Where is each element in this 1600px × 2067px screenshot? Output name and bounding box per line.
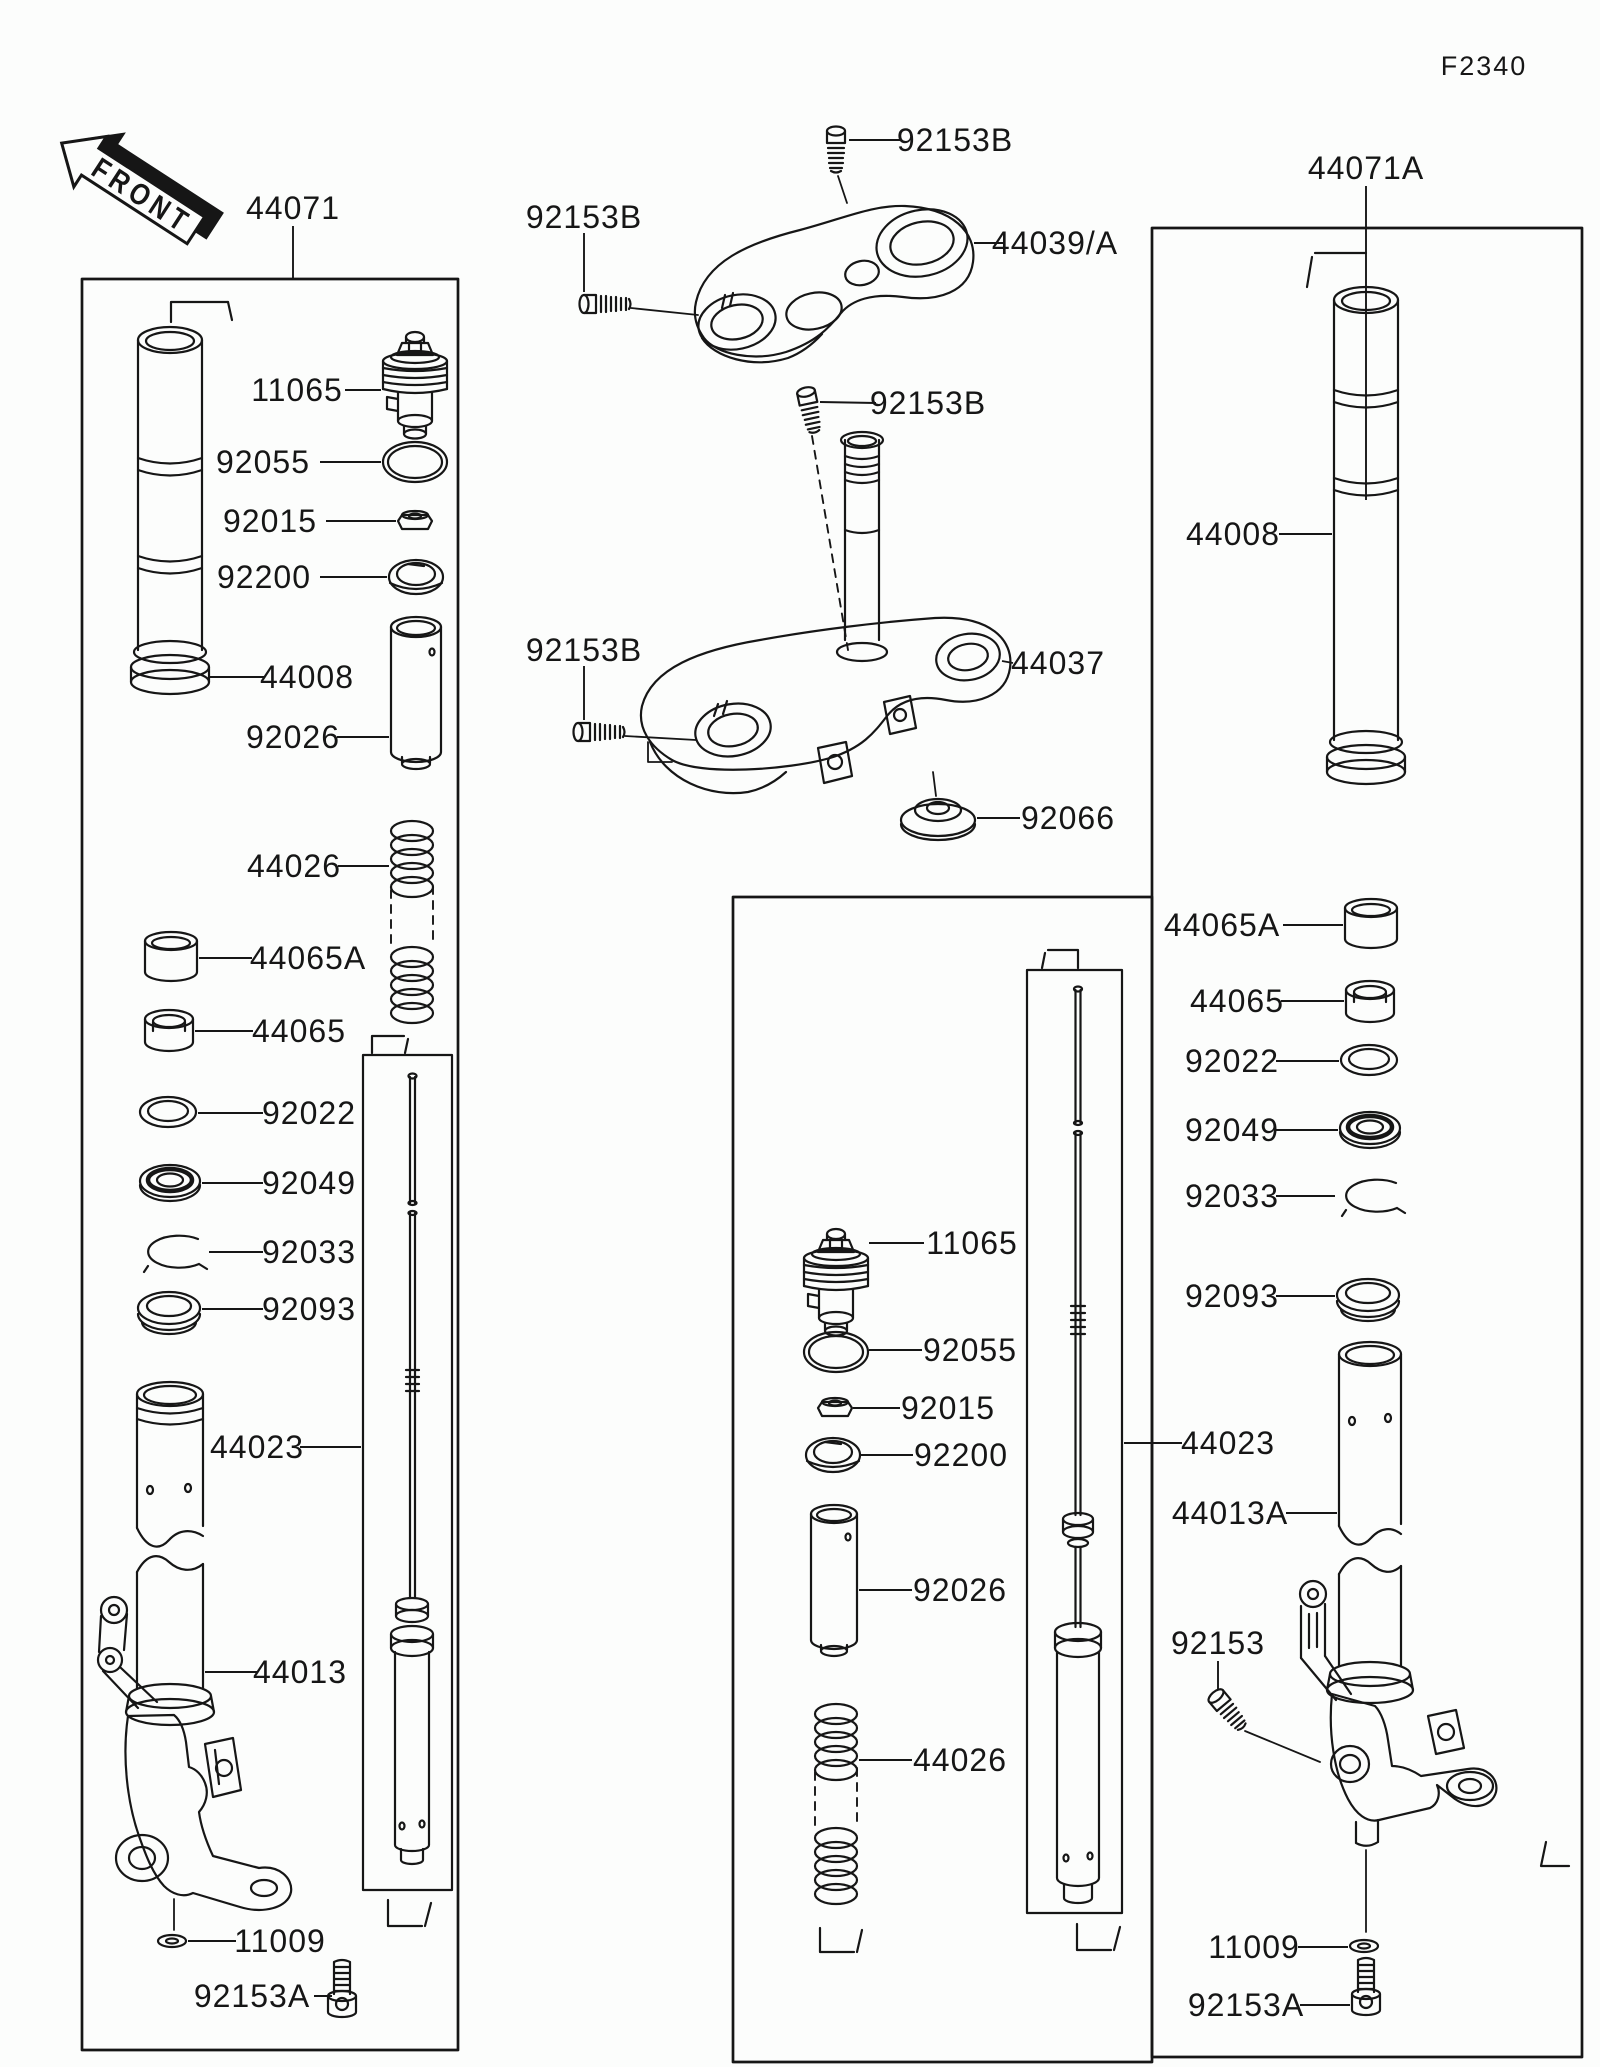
part-label-92049-r: [1185, 1112, 1338, 1148]
right-dust-seal-92093: [1337, 1279, 1399, 1321]
part-number-92026-l: 92026: [246, 719, 340, 755]
part-number-92066: 92066: [1021, 800, 1115, 836]
left-spacer-tube-92026: [391, 617, 441, 769]
part-number-44026-l: 44026: [247, 848, 341, 884]
middle-spacer-tube-92026: [811, 1505, 857, 1656]
part-number-44071A: 44071A: [1307, 150, 1425, 186]
bolt-92153B-middle: [796, 386, 848, 650]
part-number-92015-m: 92015: [901, 1390, 995, 1426]
middle-nut-92015: [818, 1398, 852, 1416]
part-label-92153A-r: [1188, 1987, 1350, 2023]
part-number-92153B-lb: 92153B: [525, 632, 643, 668]
part-label-92093-l: [202, 1291, 356, 1327]
part-label-11009-l: [188, 1923, 326, 1959]
part-number-44065-l: 44065: [252, 1013, 346, 1049]
part-label-92026-l: [246, 719, 389, 755]
part-label-92015-m: [853, 1390, 995, 1426]
right-clip-92033: [1342, 1180, 1405, 1216]
left-oring-92055: [383, 442, 447, 482]
left-cylinder-unit-box: [363, 1055, 452, 1890]
part-number-92153B-m: 92153B: [869, 385, 987, 421]
left-bushing-44065A: [145, 932, 197, 981]
part-number-92022-l: 92022: [262, 1095, 356, 1131]
part-number-44065A-l: 44065A: [249, 940, 367, 976]
part-number-92153-r: 92153: [1171, 1625, 1265, 1661]
part-label-44013A: [1172, 1495, 1337, 1531]
part-label-92153A-l: [194, 1978, 332, 2014]
part-label-92049-l: [202, 1165, 356, 1201]
part-label-11065-l: [251, 372, 381, 408]
front-direction-arrow: [45, 106, 231, 263]
right-oil-seal-92049: [1340, 1112, 1400, 1148]
part-label-44023-m: [1124, 1425, 1275, 1461]
part-label-11065-m: [869, 1225, 1018, 1261]
part-label-11009-r: [1208, 1929, 1348, 1965]
part-number-11009-l: 11009: [234, 1923, 326, 1959]
part-number-92033-l: 92033: [262, 1234, 356, 1270]
front-arrow-label: FRONT: [85, 151, 216, 253]
part-number-92022-r: 92022: [1185, 1043, 1279, 1079]
left-nut-92015: [398, 511, 432, 529]
part-number-11065-m: 11065: [926, 1225, 1018, 1261]
part-label-92153B-m: [820, 385, 986, 421]
part-label-92066: [977, 800, 1115, 836]
part-label-92153-r: [1171, 1625, 1265, 1690]
part-label-44037: [1002, 645, 1105, 681]
part-number-44039A: 44039/A: [991, 225, 1119, 261]
left-bushing-44065: [145, 1010, 193, 1051]
part-label-92093-r: [1185, 1278, 1335, 1314]
part-number-44013A: 44013A: [1171, 1495, 1289, 1531]
part-number-92033-r: 92033: [1185, 1178, 1279, 1214]
part-label-92026-m: [859, 1572, 1007, 1608]
bolt-92153B-lower-left: [574, 723, 697, 762]
part-label-44071A: [1308, 150, 1424, 500]
part-label-44039A: [974, 225, 1118, 261]
left-washer-92200: [389, 560, 443, 594]
middle-oring-92055: [804, 1332, 868, 1372]
part-label-44026-l: [247, 848, 389, 884]
left-cylinder-unit-44023: [372, 1036, 433, 1926]
part-number-92055-m: 92055: [923, 1332, 1017, 1368]
left-fork-spring-44026: [391, 821, 433, 1023]
left-outer-tube-44008: [131, 302, 232, 694]
part-label-44065A-r: [1164, 907, 1343, 943]
part-number-92026-m: 92026: [913, 1572, 1007, 1608]
part-labels-layer: [188, 122, 1424, 2023]
part-number-92200-m: 92200: [914, 1437, 1008, 1473]
right-washer-11009: [1350, 1940, 1378, 1952]
part-number-44026-m: 44026: [913, 1742, 1007, 1778]
part-label-92033-l: [209, 1234, 356, 1270]
part-label-44065A-l: [199, 940, 366, 976]
right-bolt-92153A: [1352, 1958, 1380, 2015]
part-number-92153A-r: 92153A: [1187, 1987, 1305, 2023]
middle-fork-box: [733, 897, 1152, 2062]
bolt-92153B-upper-left: [580, 295, 699, 315]
part-number-44065A-r: 44065A: [1163, 907, 1281, 943]
leader-line-92153B-m: [820, 402, 876, 403]
part-number-92055-l: 92055: [216, 444, 310, 480]
part-number-44065-r: 44065: [1190, 983, 1284, 1019]
left-washer-92022: [140, 1097, 196, 1127]
lower-triple-clamp-44037: [641, 432, 1010, 796]
part-label-92200-m: [861, 1437, 1008, 1473]
part-label-92153B-lt: [526, 199, 642, 292]
part-number-11009-r: 11009: [1208, 1929, 1300, 1965]
part-label-92015-l: [223, 503, 396, 539]
part-number-92015-l: 92015: [223, 503, 317, 539]
continuation-hook: [171, 302, 228, 322]
part-number-44013-l: 44013: [253, 1654, 347, 1690]
middle-fork-spring-44026: [815, 1704, 862, 1952]
part-number-11065-l: 11065: [251, 372, 343, 408]
right-outer-tube-44008: [1307, 253, 1405, 784]
part-label-92055-m: [869, 1332, 1017, 1368]
part-number-92049-l: 92049: [262, 1165, 356, 1201]
part-number-92153B-t: 92153B: [896, 122, 1014, 158]
middle-washer-92200: [806, 1438, 860, 1472]
part-number-92093-r: 92093: [1185, 1278, 1279, 1314]
left-fork-cap-11065: [383, 332, 447, 439]
part-number-44023-l: 44023: [210, 1429, 304, 1465]
part-label-44008-r: [1186, 516, 1332, 552]
left-dust-seal-92093: [138, 1292, 200, 1334]
part-number-44008-l: 44008: [260, 659, 354, 695]
middle-cylinder-unit-44023: [1042, 950, 1120, 1950]
part-number-44071: 44071: [246, 190, 340, 226]
part-label-92033-r: [1185, 1178, 1335, 1214]
part-label-92153B-t: [849, 122, 1013, 158]
part-label-44065-l: [195, 1013, 346, 1049]
part-label-44023-l: [210, 1429, 361, 1465]
part-number-92093-l: 92093: [262, 1291, 356, 1327]
left-washer-11009: [158, 1935, 186, 1947]
left-oil-seal-92049: [140, 1165, 200, 1201]
part-label-92055-l: [216, 444, 381, 480]
right-washer-92022: [1341, 1045, 1397, 1075]
figure-code: F2340: [1440, 51, 1528, 81]
right-inner-tube-44013A: [1300, 1342, 1569, 1932]
right-bolt-92153: [1206, 1687, 1320, 1762]
part-label-44071: [246, 190, 340, 279]
part-label-44013-l: [205, 1654, 347, 1690]
part-label-44065-r: [1190, 983, 1344, 1019]
steering-stem-cap-92066: [901, 799, 975, 840]
part-label-92022-r: [1185, 1043, 1339, 1079]
middle-fork-cap-11065: [804, 1229, 868, 1336]
bolt-92153B-top: [827, 127, 847, 204]
part-label-44008-l: [209, 659, 354, 695]
part-number-44008-r: 44008: [1186, 516, 1280, 552]
upper-triple-clamp-44039A: [693, 201, 974, 362]
part-number-44037: 44037: [1011, 645, 1105, 681]
part-label-92022-l: [198, 1095, 356, 1131]
part-number-44023-m: 44023: [1181, 1425, 1275, 1461]
right-bushing-44065A: [1345, 899, 1397, 948]
part-label-44026-m: [859, 1742, 1007, 1778]
part-number-92200-l: 92200: [217, 559, 311, 595]
right-bushing-44065: [1346, 981, 1394, 1022]
left-clip-92033: [144, 1236, 207, 1272]
part-number-92049-r: 92049: [1185, 1112, 1279, 1148]
part-label-92200-l: [217, 559, 387, 595]
part-label-92153B-lb: [526, 632, 642, 720]
part-number-92153A-l: 92153A: [193, 1978, 311, 2014]
left-bolt-92153A: [328, 1960, 356, 2017]
part-number-92153B-lt: 92153B: [525, 199, 643, 235]
